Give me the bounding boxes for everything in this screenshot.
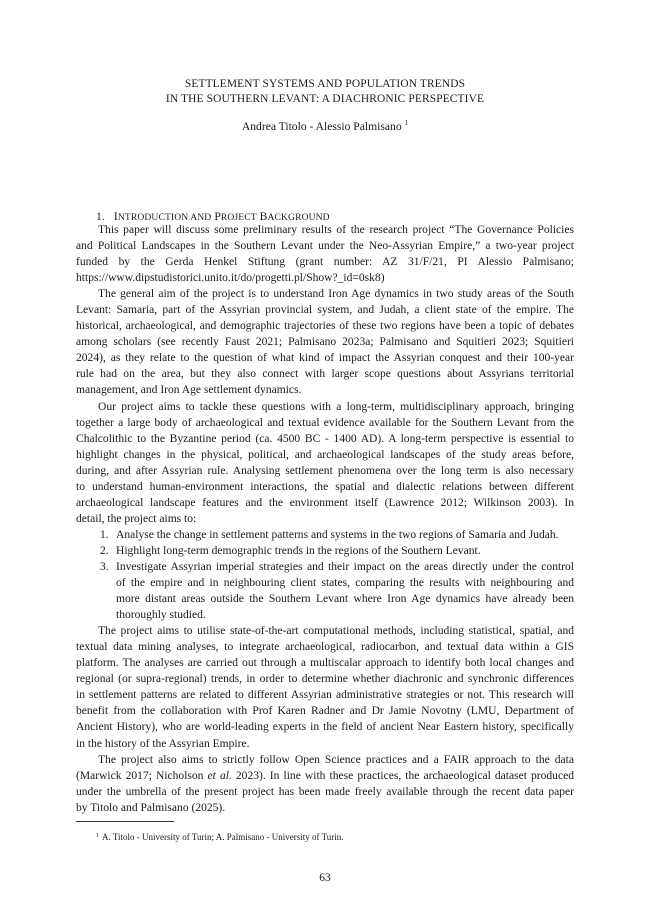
list-item-continuation: thoroughly studied. bbox=[116, 609, 206, 622]
body-line: Chalcolithic to the Byzantine period (ca. 4500 BC - 1400 AD). A long-term perspective is essential to bbox=[76, 432, 574, 445]
body-line: Our project aims to tackle these questions with a long-term, multidisciplinary approach, bringing bbox=[98, 400, 574, 413]
body-line: funded by the Gerda Henkel Stiftung (grant number: AZ 31/F/21, PI Alessio Palmisano; bbox=[76, 256, 574, 269]
heading-smallcaps: ROJECT bbox=[220, 212, 257, 223]
author-footnote-mark: 1 bbox=[404, 119, 409, 127]
body-line: 2024), as they relate to the question of what kind of impact the Assyrian conquest and their 100-year bbox=[76, 352, 574, 365]
body-line: This paper will discuss some preliminary results of the research project “The Governance Policies bbox=[98, 224, 574, 236]
footnote-text: A. Titolo - University of Turin; A. Palmisano - University of Turin. bbox=[102, 832, 344, 842]
body-line: during, and after Assyrian rule. Analysing settlement phenomena over the long term is also necessary bbox=[76, 464, 574, 477]
body-text-run: (Marwick 2017; Nicholson bbox=[76, 769, 208, 782]
body-text-run: 2023). In line with these practices, the archaeological dataset produced bbox=[231, 769, 574, 782]
footnote-mark: 1 bbox=[96, 833, 99, 839]
list-item-continuation: of the empire and in neighbouring client states, comparing the results with neighbouring and bbox=[116, 577, 574, 590]
body-line: regional (or supra-regional) trends, in order to determine whether diachronic and synchronic differences bbox=[76, 673, 574, 686]
body-line: textual data mining analyses, to integrate archaeological, radiocarbon, and textual data within a GIS bbox=[76, 641, 574, 654]
authors bbox=[0, 119, 650, 133]
body-line: among scholars (see recently Faust 2021; Palmisano 2023a; Palmisano and Squitieri 2023; Squitieri bbox=[76, 336, 574, 349]
title-line-2: IN THE SOUTHERN LEVANT: A DIACHRONIC PERSPECTIVE bbox=[165, 93, 485, 105]
body-line: benefit from the collaboration with Prof Karen Radner and Dr Jamie Novotny (LMU, Department of bbox=[76, 705, 574, 718]
list-number: 3. bbox=[100, 560, 109, 573]
page-number: 63 bbox=[319, 872, 331, 884]
list-item bbox=[76, 559, 574, 575]
heading-smallcaps: NTRODUCTION AND bbox=[117, 212, 212, 223]
body-line: The project also aims to strictly follow Open Science practices and a FAIR approach to the data bbox=[98, 753, 574, 766]
body-line: The general aim of the project is to understand Iron Age dynamics in two study areas of the South bbox=[98, 288, 574, 301]
body-line: by Titolo and Palmisano (2025). bbox=[76, 801, 226, 814]
body-line: together a large body of archaeological and textual evidence available for the Southern Levant from the bbox=[76, 416, 574, 429]
body-line: to understand human-environment interactions, the spatial and dialectic relations between different bbox=[76, 480, 574, 493]
section-number: 1. bbox=[96, 210, 105, 223]
heading-cap: B bbox=[259, 210, 268, 223]
body-line: under the umbrella of the present project has been made freely available through the recent data paper bbox=[76, 785, 574, 798]
list-text: Analyse the change in settlement patterns and systems in the two regions of Samaria and Judah. bbox=[116, 528, 559, 541]
body-line: highlight changes in the physical, political, and archaeological landscapes of the study areas before, bbox=[76, 448, 574, 461]
list-text: Highlight long-term demographic trends in the regions of the Southern Levant. bbox=[116, 544, 481, 557]
list-text: Investigate Assyrian imperial strategies and their impact on the areas directly under the control bbox=[116, 560, 574, 573]
heading-smallcaps: ACKGROUND bbox=[267, 212, 330, 223]
heading-cap: P bbox=[214, 210, 221, 223]
body-line: in settlement patterns are related to different Assyrian administrative strategies or not. This research will bbox=[76, 689, 574, 702]
body-text bbox=[76, 222, 574, 816]
footnote bbox=[96, 832, 344, 842]
heading-cap: I bbox=[113, 210, 118, 223]
list-item-continuation: more distant areas outside the Southern Levant where Iron Age dynamics have already been bbox=[116, 593, 574, 606]
title-line-1: SETTLEMENT SYSTEMS AND POPULATION TRENDS bbox=[184, 78, 466, 90]
body-line: The project aims to utilise state-of-the-art computational methods, including statistical, spatial, and bbox=[98, 625, 574, 638]
body-line: and Political Landscapes in the Southern Levant under the Neo-Assyrian Empire,” a two-year project bbox=[76, 240, 574, 253]
body-line: rule had on the area, but they also connect with larger scope questions about Assyrians territorial bbox=[76, 368, 574, 381]
footnote-rule bbox=[76, 821, 174, 822]
body-line: Ancient History), who are world-leading experts in the field of ancient Near Eastern history, specifically bbox=[76, 721, 574, 734]
list-number: 1. bbox=[100, 528, 109, 541]
body-line: Levant: Samaria, part of the Assyrian provincial system, and Judah, a client state of the empire. The bbox=[76, 304, 574, 317]
body-line: archaeological landscape features and the environment itself (Lawrence 2012; Wilkinson 2003). In bbox=[76, 496, 574, 509]
author-names: Andrea Titolo - Alessio Palmisano bbox=[241, 120, 402, 133]
body-line: detail, the project aims to: bbox=[76, 512, 197, 525]
list-item bbox=[76, 543, 574, 559]
body-line: historical, archaeological, and demographic trajectories of these two regions have been a topic of debates bbox=[76, 320, 574, 333]
body-line: in the history of the Assyrian Empire. bbox=[76, 737, 250, 750]
list-number: 2. bbox=[100, 544, 109, 557]
body-line bbox=[76, 768, 574, 784]
body-line: management, and Iron Age settlement dynamics. bbox=[76, 384, 302, 397]
list-item bbox=[76, 527, 574, 543]
body-line: https://www.dipstudistorici.unito.it/do/progetti.pl/Show?_id=0sk8) bbox=[76, 272, 385, 285]
body-text-italic: et al. bbox=[207, 769, 232, 782]
body-line: platform. The analyses are carried out through a multiscalar approach to identify both local changes and bbox=[76, 657, 574, 670]
